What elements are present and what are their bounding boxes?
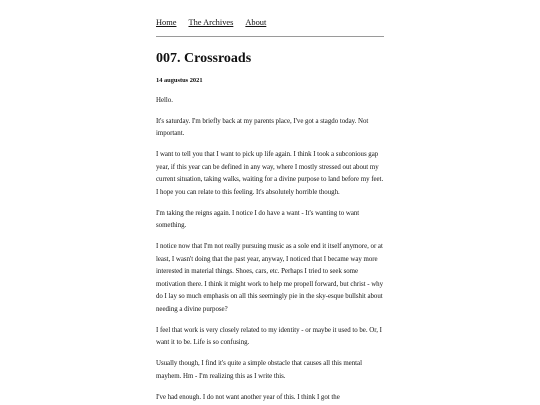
top-navigation (156, 17, 384, 37)
post-paragraph: Hello. (156, 97, 173, 104)
post-paragraph: I'm taking the reigns again. I notice I do have a want - It's wanting to want something. (156, 209, 360, 230)
post-date: 14 augustus 2021 (156, 77, 203, 84)
post-title: 007. Crossroads (156, 51, 252, 66)
post-paragraph: I notice now that I'm not really pursuing music as a sole end it itself anymore, or at least, I wasn't doing that the past year, anyway, I noticed that I became way more interested in material things. Shoes, cars, etc. Perhaps I tried to seek some motivation there. I think it might work to help me propell forward, but christ - why do I lay so much emphasis on all this seemingly pie in the sky-esque bullshit about needing a divine purpose? (156, 243, 384, 314)
post-paragraph: I want to tell you that I want to pick up life again. I think I took a subconious gap year, if this year can be defined in any way, where I mostly stressed out about my current situation, taking walks, waiting for a divine purpose to land before my feet. I hope you can relate to this feeling. It's absolutely horrible though. (156, 151, 384, 196)
post-paragraph: I've had enough. I do not want another year of this. I think I got the (156, 393, 340, 401)
post-paragraph: It's saturday. I'm briefly back at my parents place, I've got a stagdo today. Not important. (156, 117, 369, 138)
post-paragraph: Usually though, I find it's quite a simple obstacle that causes all this mental mayhem. Hm - I'm realizing this as I write this. (156, 360, 362, 380)
post-content (156, 95, 384, 404)
nav-link-about[interactable]: About (245, 18, 267, 27)
blog-page (156, 0, 384, 404)
post-paragraph: I feel that work is very closely related to my identity - or maybe it used to be. Or, I want it to be. Life is so confusing. (156, 326, 382, 347)
nav-link-the-archives[interactable]: The Archives (188, 18, 234, 27)
nav-link-home[interactable]: Home (156, 18, 177, 27)
